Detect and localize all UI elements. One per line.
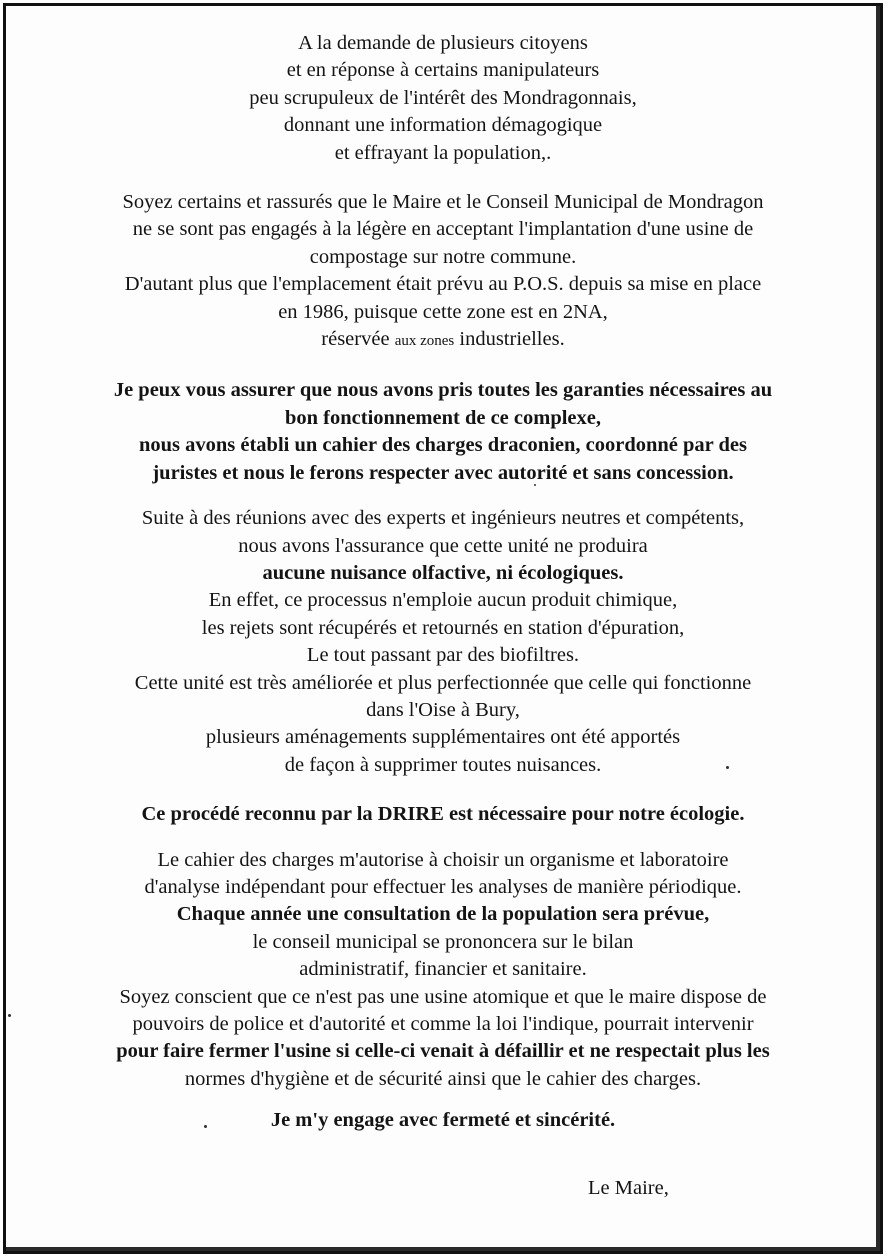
text-line: Cette unité est très améliorée et plus perfectionnée que celle qui fonctionne [134,671,752,694]
scan-speck [534,484,536,486]
paragraph-guarantees [40,377,846,487]
text-line: plusieurs aménagements supplémentaires ont été apportés [205,726,681,749]
text-line: Soyez conscient que ce n'est pas une usine atomique et que le maire dispose de [119,985,767,1008]
paragraph-drire [40,801,846,828]
text-fragment: industrielles. [454,328,565,351]
text-line: Soyez certains et rassurés que le Maire et le Conseil Municipal de Mondragon [122,191,764,214]
text-line: nous avons établi un cahier des charges draconien, coordonné par des [138,434,748,457]
paragraph-specifications [40,847,846,1094]
text-line: de façon à supprimer toutes nuisances. [284,753,602,776]
text-line: compostage sur notre commune. [309,245,577,268]
text-line: pour faire fermer l'usine si celle-ci venait à défaillir et ne respectait plus les [116,1040,770,1063]
text-line: Le tout passant par des biofiltres. [306,644,580,667]
text-line: Ce procédé reconnu par la DRIRE est nécessaire pour notre écologie. [141,803,745,826]
text-line: d'analyse indépendant pour effectuer les analyses de manière périodique. [144,875,742,898]
scan-speck [8,1014,11,1017]
text-line: D'autant plus que l'emplacement était prévu au P.O.S. depuis sa mise en place [124,273,762,296]
text-line: Je peux vous assurer que nous avons pris toutes les garanties nécessaires au [113,379,773,402]
text-line [40,326,846,355]
text-line: administratif, financier et sanitaire. [299,958,587,981]
letter-body [40,30,846,1135]
paragraph-commitment [40,189,846,355]
paragraph-pledge [40,1107,846,1134]
text-line: ne se sont pas engagés à la légère en acceptant l'implantation d'une usine de [132,218,754,241]
text-line: et effrayant la population,. [334,141,552,164]
text-line: nous avons l'assurance que cette unité ne produira [238,534,648,557]
text-line: Chaque année une consultation de la population sera prévue, [176,903,710,926]
scan-speck [204,1125,207,1128]
text-line: bon fonctionnement de ce complexe, [285,406,601,429]
signature: Le Maire, [588,1177,669,1199]
text-line: En effet, ce processus n'emploie aucun produit chimique, [208,589,678,612]
text-line: les rejets sont récupérés et retournés en station d'épuration, [201,616,685,639]
text-line: donnant une information démagogique [283,114,603,137]
text-line: en 1986, puisque cette zone est en 2NA, [278,300,608,323]
text-fragment-small: aux zones [394,333,455,350]
text-line: normes d'hygiène et de sécurité ainsi que le cahier des charges. [184,1067,702,1090]
paragraph-experts [40,505,846,779]
text-line: aucune nuisance olfactive, ni écologiques. [262,561,624,584]
text-line: Le cahier des charges m'autorise à choisir un organisme et laboratoire [157,848,729,871]
text-line: peu scrupuleux de l'intérêt des Mondragonnais, [249,86,637,109]
text-fragment: réservée [321,328,395,351]
text-line: et en réponse à certains manipulateurs [286,59,600,82]
text-line: dans l'Oise à Bury, [366,698,520,721]
scan-speck [726,766,729,769]
text-line: pouvoirs de police et d'autorité et comme la loi l'indique, pourrait intervenir [132,1013,754,1035]
text-line: le conseil municipal se prononcera sur le bilan [252,930,634,953]
text-line: Je m'y engage avec fermeté et sincérité. [270,1109,616,1132]
text-line: A la demande de plusieurs citoyens [298,32,588,54]
text-line: juristes et nous le ferons respecter avec autorité et sans concession. [152,461,734,484]
text-line: Suite à des réunions avec des experts et ingénieurs neutres et compétents, [141,507,745,530]
intro-paragraph [40,30,846,167]
